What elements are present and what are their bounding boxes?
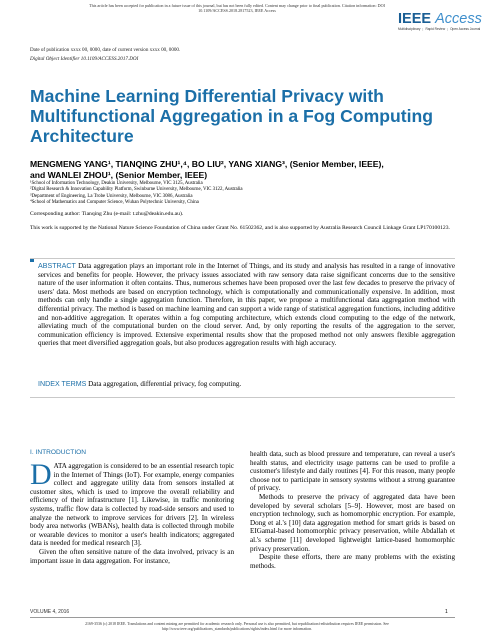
copyright-line2: http://www.ieee.org/publications_standards/publications/rights/index.html for more information.: [161, 627, 313, 631]
index-terms-label: INDEX TERMS: [38, 380, 87, 388]
copyright-line1: 2169-3536 (c) 2018 IEEE. Translations and content mining are permitted for academic research only. Personal use is also permitted, but republication/redistribution requires IEEE permission. See: [85, 622, 389, 626]
affiliation-2: ²Digital Research & Innovation Capability Platform, Swinburne University, Melbourne, VIC 3122, Australia: [30, 187, 243, 193]
index-terms-paragraph: [38, 380, 455, 389]
footer-divider: [30, 617, 455, 618]
right-paragraph-2: Methods to preserve the privacy of aggregated data have been developed by several scholars [5–9]. However, most are based on encryption technology, such as homomorphic encryption. For example, Dong et al.'s [10] data aggregation method for smart grids is based on EIGamal-based homomorphic privacy preservation, while Abdallah et al.'s scheme [11] developed lightweight lattice-based homomorphic privacy preservation.: [250, 492, 455, 553]
logo-access: Access: [435, 11, 482, 27]
right-paragraph-3: Despite these efforts, there are many problems with the existing methods.: [250, 553, 455, 570]
acceptance-notice-line1: This article has been accepted for publication in a future issue of this journal, but has not been fully edited. Content may change prior to final publication. Citation information: DOI: [89, 3, 385, 8]
ieee-access-logo: [398, 11, 482, 31]
abstract-section: [30, 258, 455, 348]
logo-wordmark: [398, 11, 482, 27]
abstract-paragraph: [38, 262, 455, 348]
index-terms-section: [30, 380, 455, 389]
affiliation-4: ⁴School of Mathematics and Computer Science, Wuhan Polytechnic University, China: [30, 200, 199, 206]
left-column: [30, 458, 234, 565]
logo-tagline: Multidisciplinary ⋮ Rapid Review ⋮ Open Access Journal: [398, 27, 481, 31]
doi-line: Digital Object Identifier 10.1109/ACCESS.2017.DOI: [30, 56, 139, 62]
authors-line2: and WANLEI ZHOU¹, (Senior Member, IEEE): [30, 169, 208, 180]
intro-paragraph-1-text: ATA aggregation is considered to be an essential research topic in the Internet of Things (IoT). For example, energy companies collect and aggregate utility data from sensors installed at customer sites, which is used to improve the overall reliability and efficiency of their infrastructure [1]. Likewise, in traffic monitoring systems, traffic flow data is collected by road-side sensors and used to analyze the network to improve services for drivers [2]. In wireless body area networks (WBANs), health data is collected through mobile or wearable devices to monitor a user's health indicators; aggregated data is needed for medical research [3].: [30, 462, 234, 548]
intro-paragraph-2: Given the often sensitive nature of the data involved, privacy is an important issue in data aggregation. For instance,: [30, 547, 234, 565]
affiliation-3: ³Department of Engineering, La Trobe University, Melbourne, VIC 3086, Australia: [30, 193, 193, 199]
drop-cap: D: [30, 458, 52, 491]
intro-paragraph-1: [30, 458, 234, 548]
copyright-notice: [0, 622, 474, 632]
index-terms-text: Data aggregation, differential privacy, fog computing.: [88, 380, 242, 388]
corresponding-author: Corresponding author: Tianqing Zhu (e-mail: t.zhu@deakin.edu.au).: [30, 211, 184, 217]
section-divider: [30, 397, 455, 398]
page-number: 1: [445, 609, 448, 615]
abstract-label: ABSTRACT: [38, 262, 76, 270]
abstract-text: Data aggregation plays an important role in the Internet of Things, and its study and analysis has resulted in a range of innovative services and benefits for people. However, the privacy issues associated with raw sensory data raise significant concerns due to the sensitive nature of the user information it often contains. Thus, numerous schemes have been proposed over the last few decades to preserve the privacy of users' data. Most methods are based on encryption technology, which is computationally and communicationally expensive. In addition, most methods can only handle a single aggregation function. Therefore, in this paper, we propose a multifunctional data aggregation method with differential privacy. The method is based on machine learning and can support a wide range of statistical aggregation functions, including additive and non-additive aggregation. It operates within a fog computing architecture, which extends cloud computing to the edge of the network, alleviating much of the computational burden on the cloud server. And, by only reporting the results of the aggregation to the server, communication efficiency is improved. Extensive experimental results show that the proposed method not only answers flexible aggregation queries that meet diversified aggregation goals, but also produces aggregation results with high accuracy.: [38, 262, 455, 348]
volume-label: VOLUME 4, 2016: [30, 609, 70, 615]
authors-line1: MENGMENG YANG¹, TIANQING ZHU¹,⁴, BO LIU², YANG XIANG³, (Senior Member, IEEE),: [30, 159, 384, 169]
publication-dates: Date of publication xxxx 00, 0000, date of current version xxxx 00, 0000.: [30, 47, 181, 53]
affiliations: [30, 181, 430, 207]
logo-ieee: IEEE: [398, 11, 432, 27]
acceptance-notice-line2: 10.1109/ACCESS.2018.2817523, IEEE Access: [198, 8, 276, 14]
paper-title: Machine Learning Differential Privacy with Multifunctional Aggregation in a Fog Computing Architecture: [30, 86, 433, 146]
funding-note: This work is supported by the National Nature Science Foundation of China under Grant No. 61502362, and is also supported by Australia Research Council Linkage Grant LP170100123.: [30, 225, 450, 231]
introduction-heading: I. INTRODUCTION: [30, 449, 87, 456]
affiliation-1: ¹School of Information Technology, Deakin University, Melbourne, VIC 3125, Australia: [30, 181, 203, 186]
author-list: [30, 159, 440, 180]
right-paragraph-1: health data, such as blood pressure and temperature, can reveal a user's health status, and electricity usage patterns can be used to profile a customer's lifestyle and daily routines [4]. For this reason, many people choose not to participate in sensory systems without a strong guarantee of privacy.: [250, 450, 455, 493]
right-column: [250, 450, 455, 570]
